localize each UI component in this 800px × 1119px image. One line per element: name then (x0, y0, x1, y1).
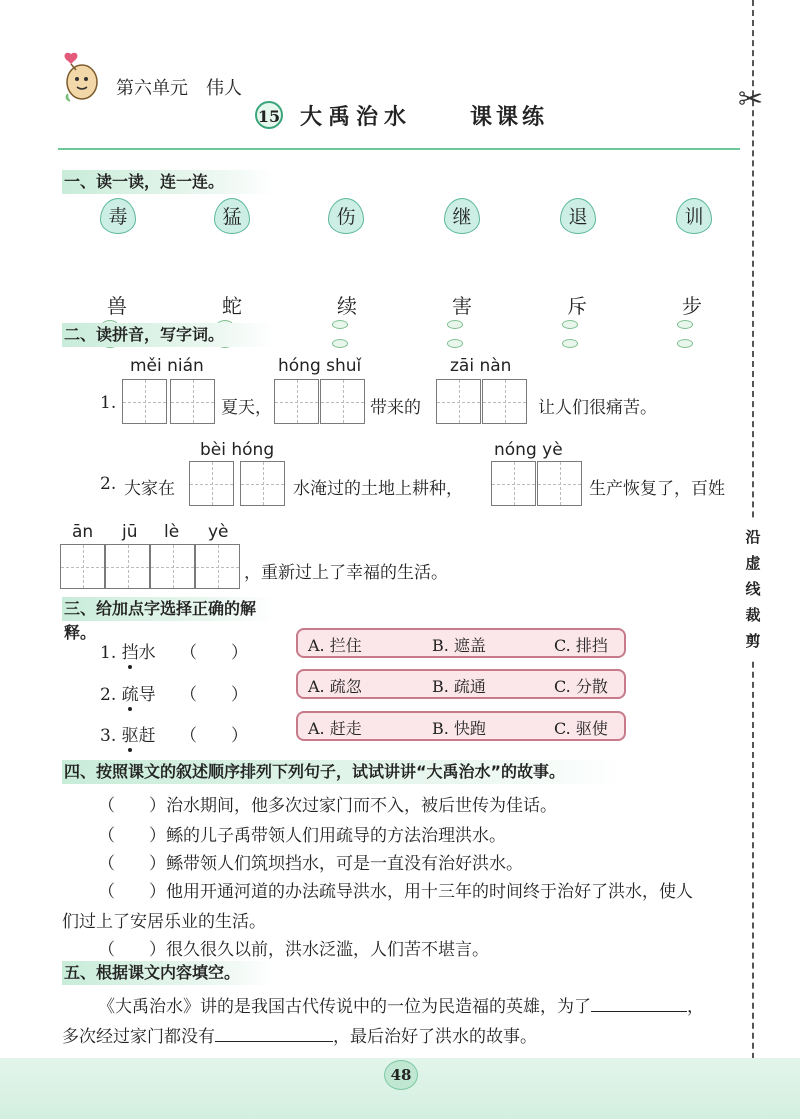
fill-line-2 (62, 1022, 537, 1047)
writing-grid[interactable] (240, 461, 285, 506)
drop-char[interactable]: 退 (560, 198, 596, 234)
section2-title: 二、读拼音，写字词。 (62, 323, 274, 347)
answer-paren[interactable]: （ ） (180, 685, 248, 705)
option-b[interactable]: B. 遮盖 (432, 636, 486, 655)
writing-grid[interactable] (537, 461, 582, 506)
question-number: 1. (100, 393, 117, 413)
option-c[interactable]: C. 驱使 (554, 719, 608, 738)
option-a[interactable]: A. 拦住 (308, 636, 362, 655)
dotted-char: 驱 (122, 721, 139, 746)
option-c[interactable]: C. 排挡 (554, 636, 608, 655)
writing-grid[interactable] (491, 461, 536, 506)
pinyin: měi nián (130, 356, 204, 376)
writing-grid[interactable] (170, 379, 215, 424)
section3-title: 三、给加点字选择正确的解释。 (62, 597, 274, 621)
drop-char[interactable]: 猛 (214, 198, 250, 234)
sentence-text: 生产恢复了，百姓 (589, 479, 725, 499)
options-box (296, 711, 626, 741)
ordering-sentence-cont: 们过上了安居乐业的生活。 (62, 912, 266, 932)
question-row (100, 721, 156, 746)
leaf-icon (330, 314, 366, 324)
writing-grid[interactable] (150, 544, 195, 589)
cut-label-char: 裁 (745, 606, 761, 624)
dotted-char: 疏 (122, 680, 139, 705)
pinyin: nóng yè (494, 440, 563, 460)
writing-grid[interactable] (122, 379, 167, 424)
cut-label-char: 剪 (745, 632, 761, 650)
pinyin: bèi hóng (200, 440, 275, 460)
sentence-text: 夏天， (221, 398, 272, 418)
ordering-sentence[interactable]: （ ）他用开通河道的办法疏导洪水，用十三年的时间终于治好了洪水，使人 (98, 882, 693, 902)
bottom-char[interactable]: 害 (452, 294, 472, 318)
sentence-text: 让人们很痛苦。 (538, 398, 657, 418)
sentence-text: 带来的 (370, 398, 421, 418)
option-a[interactable]: A. 疏忽 (308, 677, 362, 696)
options-box (296, 669, 626, 699)
option-b[interactable]: B. 快跑 (432, 719, 486, 738)
option-b[interactable]: B. 疏通 (432, 677, 486, 696)
fill-text: 多次经过家门都没有 (62, 1027, 215, 1047)
scissors-icon: ✂ (738, 82, 764, 117)
word-rest: 导 (138, 685, 156, 705)
lesson-title: 大禹治水 (300, 104, 413, 130)
lesson-type: 课课练 (470, 104, 549, 130)
lesson-number-badge: 15 (255, 101, 283, 129)
dotted-char: 挡 (122, 638, 139, 663)
writing-grid[interactable] (436, 379, 481, 424)
cut-label-char: 线 (745, 580, 761, 598)
drop-char[interactable]: 毒 (100, 198, 136, 234)
question-number: 1. (100, 643, 117, 663)
pinyin: jū (122, 522, 138, 542)
leaf-icon (445, 314, 481, 324)
fill-text: 《大禹治水》讲的是我国古代传说中的一位为民造福的英雄，为了 (98, 997, 591, 1017)
cut-label-char: 沿 (745, 528, 761, 546)
sentence-text: 大家在 (124, 479, 175, 499)
fill-line-1 (98, 992, 704, 1017)
header-divider (58, 148, 740, 150)
fill-text: ， (687, 997, 704, 1017)
bottom-char[interactable]: 蛇 (222, 294, 242, 318)
drop-char[interactable]: 训 (676, 198, 712, 234)
option-c[interactable]: C. 分散 (554, 677, 608, 696)
drop-char[interactable]: 继 (444, 198, 480, 234)
drop-char[interactable]: 伤 (328, 198, 364, 234)
page-number: 48 (384, 1060, 418, 1090)
cut-instruction (742, 520, 764, 658)
pinyin: ān (72, 522, 94, 542)
answer-paren[interactable]: （ ） (180, 726, 248, 746)
writing-grid[interactable] (320, 379, 365, 424)
writing-grid[interactable] (274, 379, 319, 424)
question-row (100, 680, 156, 705)
leaf-icon (675, 314, 711, 324)
pinyin: lè (164, 522, 180, 542)
mascot-icon (58, 48, 104, 104)
pinyin: zāi nàn (450, 356, 512, 376)
writing-grid[interactable] (189, 461, 234, 506)
ordering-sentence[interactable]: （ ）很久很久以前，洪水泛滥，人们苦不堪言。 (98, 940, 489, 960)
word-rest: 赶 (138, 726, 156, 746)
sentence-text: 水淹过的土地上耕种， (293, 479, 463, 499)
bottom-char[interactable]: 续 (337, 294, 357, 318)
writing-grid[interactable] (105, 544, 150, 589)
pinyin: hóng shuǐ (278, 356, 362, 376)
ordering-sentence[interactable]: （ ）鲧带领人们筑坝挡水，可是一直没有治好洪水。 (98, 854, 523, 874)
bottom-char[interactable]: 兽 (107, 294, 127, 318)
ordering-sentence[interactable]: （ ）治水期间，他多次过家门而不入，被后世传为佳话。 (98, 796, 557, 816)
answer-paren[interactable]: （ ） (180, 643, 248, 663)
cut-label-char: 虚 (745, 554, 761, 572)
question-number: 2. (100, 474, 117, 494)
section5-title: 五、根据课文内容填空。 (62, 961, 274, 985)
fill-text: ，最后治好了洪水的故事。 (333, 1027, 537, 1047)
leaf-icon (560, 314, 596, 324)
writing-grid[interactable] (482, 379, 527, 424)
section1-title: 一、读一读，连一连。 (62, 170, 274, 194)
sentence-text: ，重新过上了幸福的生活。 (244, 563, 448, 583)
question-row (100, 638, 156, 663)
pinyin: yè (208, 522, 229, 542)
option-a[interactable]: A. 赶走 (308, 719, 362, 738)
question-number: 2. (100, 685, 117, 705)
section4-title: 四、按照课文的叙述顺序排列下列句子，试试讲讲“大禹治水”的故事。 (62, 760, 624, 784)
word-rest: 水 (138, 643, 156, 663)
question-number: 3. (100, 726, 117, 746)
ordering-sentence[interactable]: （ ）鲧的儿子禹带领人们用疏导的方法治理洪水。 (98, 826, 506, 846)
options-box (296, 628, 626, 658)
fill-blank[interactable] (215, 1023, 333, 1042)
writing-grid[interactable] (195, 544, 240, 589)
bottom-char[interactable]: 斥 (567, 294, 587, 318)
writing-grid[interactable] (60, 544, 105, 589)
fill-blank[interactable] (591, 993, 687, 1012)
bottom-char[interactable]: 步 (682, 294, 702, 318)
unit-title: 第六单元 伟人 (116, 78, 242, 99)
